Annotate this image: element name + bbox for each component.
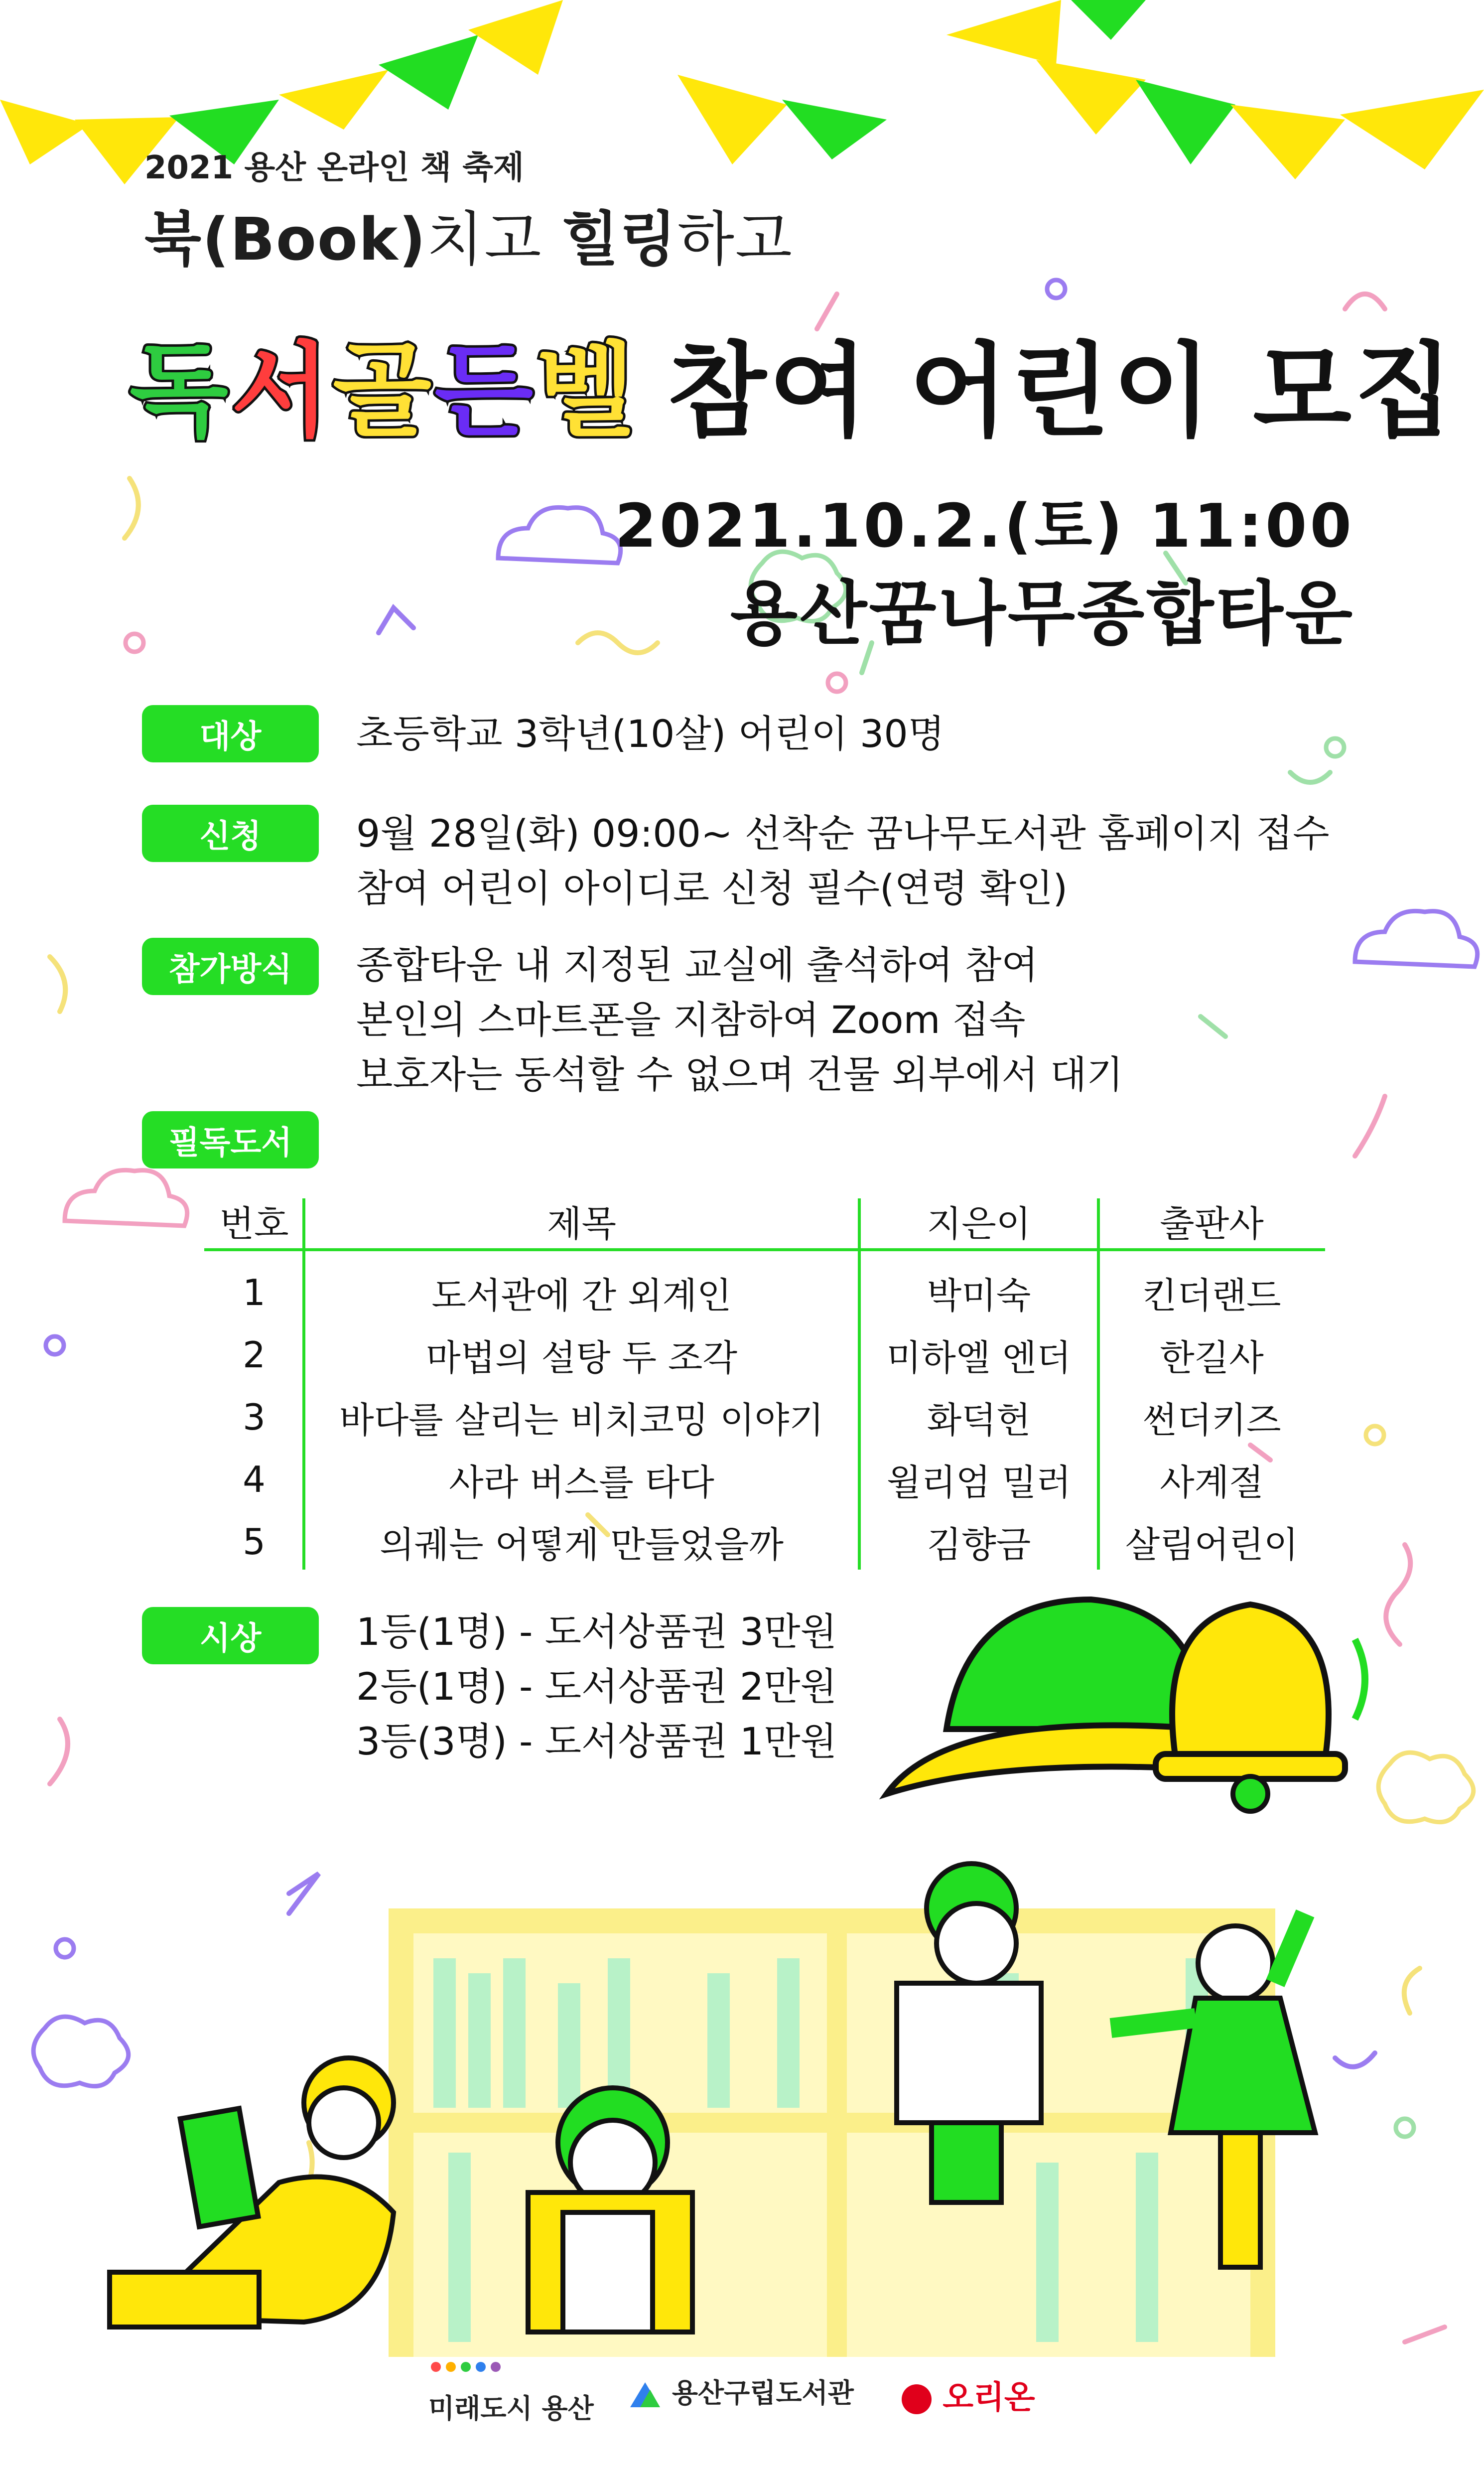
- event-venue: 용산꿈나무종합타운: [730, 574, 1354, 655]
- cell-title: 마법의 설탕 두 조각: [425, 1336, 738, 1379]
- label-apply: 신청: [142, 805, 319, 862]
- sponsor-logo-icon: [902, 2384, 932, 2414]
- cell-title: 의궤는 어떻게 만들었을까: [380, 1523, 784, 1566]
- cell-author: 미하엘 엔더: [886, 1336, 1072, 1379]
- cell-author: 김향금: [927, 1523, 1031, 1566]
- logo-sponsor-text: 오리온: [943, 2379, 1035, 2416]
- info-apply: [356, 806, 1330, 916]
- cell-title: 도서관에 간 외계인: [431, 1274, 732, 1316]
- cell-publisher: 썬더키즈: [1142, 1399, 1281, 1441]
- cell-number: 4: [243, 1458, 266, 1500]
- info-line: 9월 28일(화) 09:00~ 선착순 꿈나무도서관 홈페이지 접수: [356, 811, 1330, 856]
- cell-author: 윌리엄 밀러: [886, 1461, 1072, 1503]
- table-divider: [302, 1198, 305, 1570]
- info-prizes: [356, 1604, 837, 1769]
- table-row: [204, 1261, 1325, 1323]
- table-header: [204, 1193, 1325, 1251]
- table-body: [204, 1251, 1325, 1573]
- cell-author: 박미숙: [927, 1274, 1031, 1316]
- cell-number: 5: [243, 1520, 266, 1563]
- cell-publisher: 사계절: [1160, 1461, 1264, 1503]
- headline-char: 골: [333, 332, 435, 451]
- table-divider: [1097, 1198, 1100, 1570]
- headline-rest: 참여 어린이 모집: [668, 332, 1457, 451]
- headline-char: 든: [434, 332, 537, 451]
- label-books: 필독도서: [142, 1111, 319, 1168]
- slogan-part-healing: 힐링: [561, 205, 677, 274]
- header-title: 제목: [546, 1203, 617, 1245]
- logo-city-text: 미래도시 용산: [428, 2393, 594, 2424]
- slogan-part-book: 북(Book): [144, 205, 427, 274]
- bookshelf-illustration: [389, 1908, 1275, 2357]
- cell-number: 3: [243, 1396, 266, 1438]
- table-row: [204, 1448, 1325, 1510]
- headline-char: 독: [130, 332, 232, 451]
- headline-char: 벨: [536, 332, 638, 451]
- cell-publisher: 살림어린이: [1125, 1523, 1299, 1566]
- event-date: 2021.10.2.(토) 11:00: [615, 492, 1354, 561]
- info-line: 2등(1명) - 도서상품권 2만원: [356, 1664, 837, 1709]
- info-line: 1등(1명) - 도서상품권 3만원: [356, 1609, 837, 1654]
- logo-library: [628, 2372, 854, 2410]
- library-logo-icon: [628, 2380, 663, 2410]
- child-left: [110, 2058, 394, 2327]
- logo-sponsor: [902, 2372, 1035, 2418]
- info-line: 초등학교 3학년(10살) 어린이 30명: [356, 712, 945, 756]
- logo-library-text: 용산구립도서관: [672, 2377, 854, 2409]
- cell-publisher: 한길사: [1160, 1336, 1264, 1379]
- slogan-part-1: 치고: [426, 205, 562, 274]
- info-line: 보호자는 동석할 수 없으며 건물 외부에서 대기: [356, 1052, 1123, 1097]
- info-target: [356, 707, 944, 761]
- cell-number: 2: [243, 1333, 266, 1376]
- info-line: 3등(3명) - 도서상품권 1만원: [356, 1719, 837, 1763]
- table-row: [204, 1323, 1325, 1386]
- headline: [130, 309, 1456, 456]
- festival-slogan: [144, 192, 793, 277]
- header-number: 번호: [219, 1203, 289, 1245]
- headline-char: 서: [231, 332, 333, 451]
- cell-title: 바다를 살리는 비치코밍 이야기: [339, 1399, 824, 1441]
- info-method: [356, 938, 1123, 1102]
- table-row: [204, 1386, 1325, 1448]
- cell-title: 사라 버스를 타다: [449, 1461, 714, 1503]
- slogan-part-2: 하고: [677, 205, 793, 274]
- label-prizes: 시상: [142, 1607, 319, 1664]
- cell-publisher: 킨더랜드: [1142, 1274, 1281, 1316]
- book-table: [204, 1193, 1325, 1573]
- header-publisher: 출판사: [1160, 1203, 1264, 1245]
- festival-title: 2021 용산 온라인 책 축제: [144, 149, 524, 186]
- logo-city: [428, 2359, 594, 2426]
- info-line: 종합타운 내 지정된 교실에 출석하여 참여: [356, 943, 1038, 987]
- label-target: 대상: [142, 705, 319, 762]
- sponsor-logos: [0, 2342, 1484, 2424]
- info-line: 참여 어린이 아이디로 신청 필수(연령 확인): [356, 866, 1068, 910]
- table-divider: [858, 1198, 861, 1570]
- header-author: 지은이: [927, 1203, 1031, 1245]
- city-logo-icon: [428, 2359, 528, 2384]
- info-line: 본인의 스마트폰을 지참하여 Zoom 접속: [356, 998, 1026, 1042]
- cell-number: 1: [243, 1271, 266, 1313]
- bunting-right: [677, 0, 1484, 179]
- cell-author: 화덕헌: [927, 1399, 1031, 1441]
- label-method: 참가방식: [142, 938, 319, 995]
- table-row: [204, 1510, 1325, 1573]
